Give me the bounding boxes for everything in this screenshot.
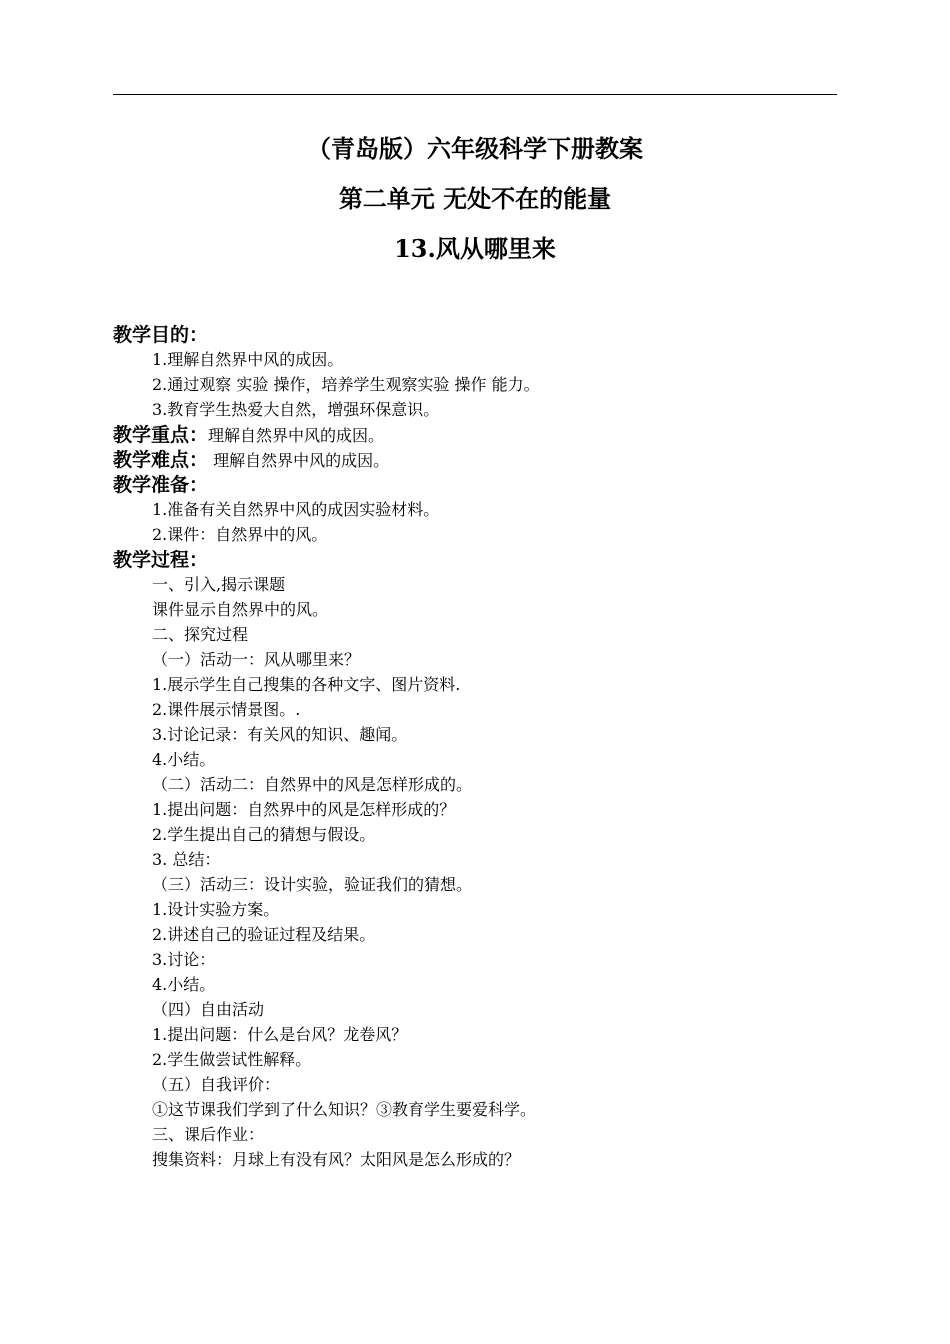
- difficulty-heading: 教学难点：: [113, 449, 209, 471]
- process-line: 2.学生做尝试性解释。: [152, 1050, 312, 1069]
- preparation-heading: 教学准备：: [113, 474, 209, 496]
- key-point-text: 理解自然界中风的成因。: [208, 426, 385, 445]
- process-line: 搜集资料：月球上有没有风？太阳风是怎么形成的？: [152, 1150, 521, 1169]
- lesson-title: 13.风从哪里来: [394, 234, 556, 263]
- key-point-row: [113, 424, 384, 447]
- document-title: （青岛版）六年级科学下册教案: [307, 134, 643, 163]
- unit-title: 第二单元 无处不在的能量: [338, 184, 612, 213]
- process-line: 课件显示自然界中的风。: [152, 600, 329, 619]
- difficulty-row: [113, 449, 389, 472]
- process-line: ①这节课我们学到了什么知识？③教育学生要爱科学。: [152, 1100, 537, 1119]
- preparation-item: 1.准备有关自然界中风的成因实验材料。: [152, 500, 440, 519]
- process-line: 1.展示学生自己搜集的各种文字、图片资料.: [152, 675, 461, 694]
- process-line: 1.设计实验方案。: [152, 900, 280, 919]
- process-line: （一）活动一：风从哪里来？: [152, 650, 361, 669]
- objectives-heading: 教学目的：: [113, 324, 209, 346]
- process-line: （三）活动三：设计实验，验证我们的猜想。: [152, 875, 473, 894]
- key-point-heading: 教学重点：: [113, 424, 209, 446]
- preparation-item: 2.课件：自然界中的风。: [152, 525, 328, 544]
- process-line: （四）自由活动: [152, 1000, 265, 1019]
- process-line: （二）活动二：自然界中的风是怎样形成的。: [152, 775, 473, 794]
- objective-item: 1.理解自然界中风的成因。: [152, 350, 344, 369]
- process-line: 二、探究过程: [152, 625, 249, 644]
- process-line: 1.提出问题：什么是台风？龙卷风？: [152, 1025, 408, 1044]
- process-line: 2.学生提出自己的猜想与假设。: [152, 825, 376, 844]
- process-heading: 教学过程：: [113, 549, 209, 571]
- process-line: 3.讨论：: [152, 950, 216, 969]
- process-line: 三、课后作业：: [152, 1125, 265, 1144]
- process-line: 4.小结。: [152, 750, 216, 769]
- process-line: 4.小结。: [152, 975, 216, 994]
- process-line: （五）自我评价：: [152, 1075, 281, 1094]
- process-line: 3. 总结：: [152, 850, 221, 869]
- difficulty-text: 理解自然界中风的成因。: [208, 451, 390, 470]
- process-line: 一、引入,揭示课题: [152, 575, 286, 594]
- objective-item: 3.教育学生热爱大自然，增强环保意识。: [152, 400, 440, 419]
- process-line: 2.讲述自己的验证过程及结果。: [152, 925, 376, 944]
- process-line: 2.课件展示情景图。.: [152, 700, 301, 719]
- process-line: 1.提出问题：自然界中的风是怎样形成的？: [152, 800, 456, 819]
- objective-item: 2.通过观察 实验 操作，培养学生观察实验 操作 能力。: [152, 375, 540, 394]
- header-rule: [113, 94, 837, 95]
- process-line: 3.讨论记录：有关风的知识、趣闻。: [152, 725, 408, 744]
